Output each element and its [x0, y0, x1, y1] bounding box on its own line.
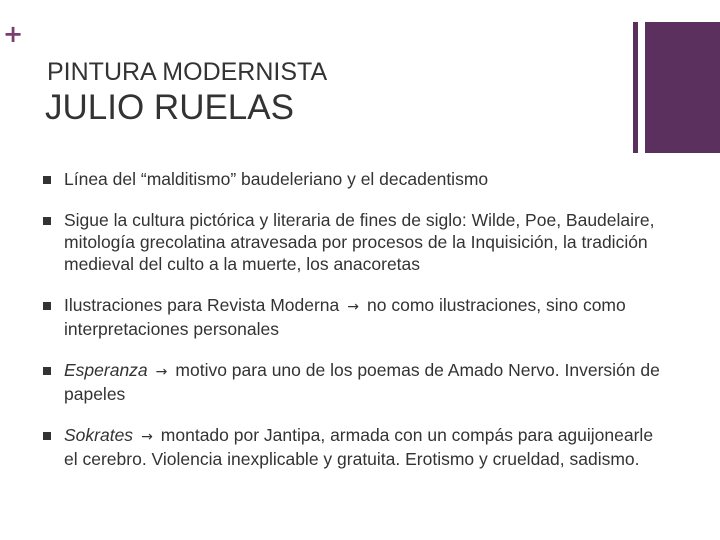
bullet-item [43, 359, 668, 405]
bullet-rest: motivo para uno de los poemas de Amado Nervo. Inversión de papeles [64, 360, 660, 404]
slide-subtitle: PINTURA MODERNISTA [47, 58, 328, 86]
bullet-text: Sigue la cultura pictórica y literaria de fines de siglo: Wilde, Poe, Baudelaire, mitología grecolatina atravesada por procesos de la Inquisición, la tradición medieval del culto a la muerte, los anacoretas [64, 210, 655, 274]
accent-block [645, 22, 720, 153]
bullet-square-icon [43, 302, 51, 310]
arrow-icon: → [141, 429, 153, 445]
bullet-item [43, 424, 668, 470]
bullet-lead: Ilustraciones para Revista Moderna [64, 295, 340, 315]
bullet-square-icon [43, 217, 51, 225]
accent-bar-thin [633, 22, 638, 153]
bullet-text: Línea del “malditismo” baudeleriano y el decadentismo [64, 169, 489, 189]
plus-mark-icon: + [3, 20, 24, 48]
bullet-list [43, 168, 668, 489]
bullet-lead: Esperanza [64, 360, 148, 380]
bullet-lead: Sokrates [64, 425, 134, 445]
bullet-square-icon [43, 432, 51, 440]
bullet-rest: no como ilustraciones, sino como interpretaciones personales [64, 295, 626, 339]
bullet-square-icon [43, 176, 51, 184]
bullet-item [43, 294, 668, 340]
slide-title: JULIO RUELAS [45, 88, 294, 127]
bullet-item [43, 168, 668, 190]
bullet-rest: montado por Jantipa, armada con un compás para aguijonearle el cerebro. Violencia inexplicable y gratuita. Erotismo y crueldad, sadismo. [64, 425, 654, 469]
arrow-icon: → [347, 299, 360, 315]
bullet-item [43, 209, 668, 275]
bullet-square-icon [43, 367, 51, 375]
arrow-icon: → [155, 364, 168, 380]
